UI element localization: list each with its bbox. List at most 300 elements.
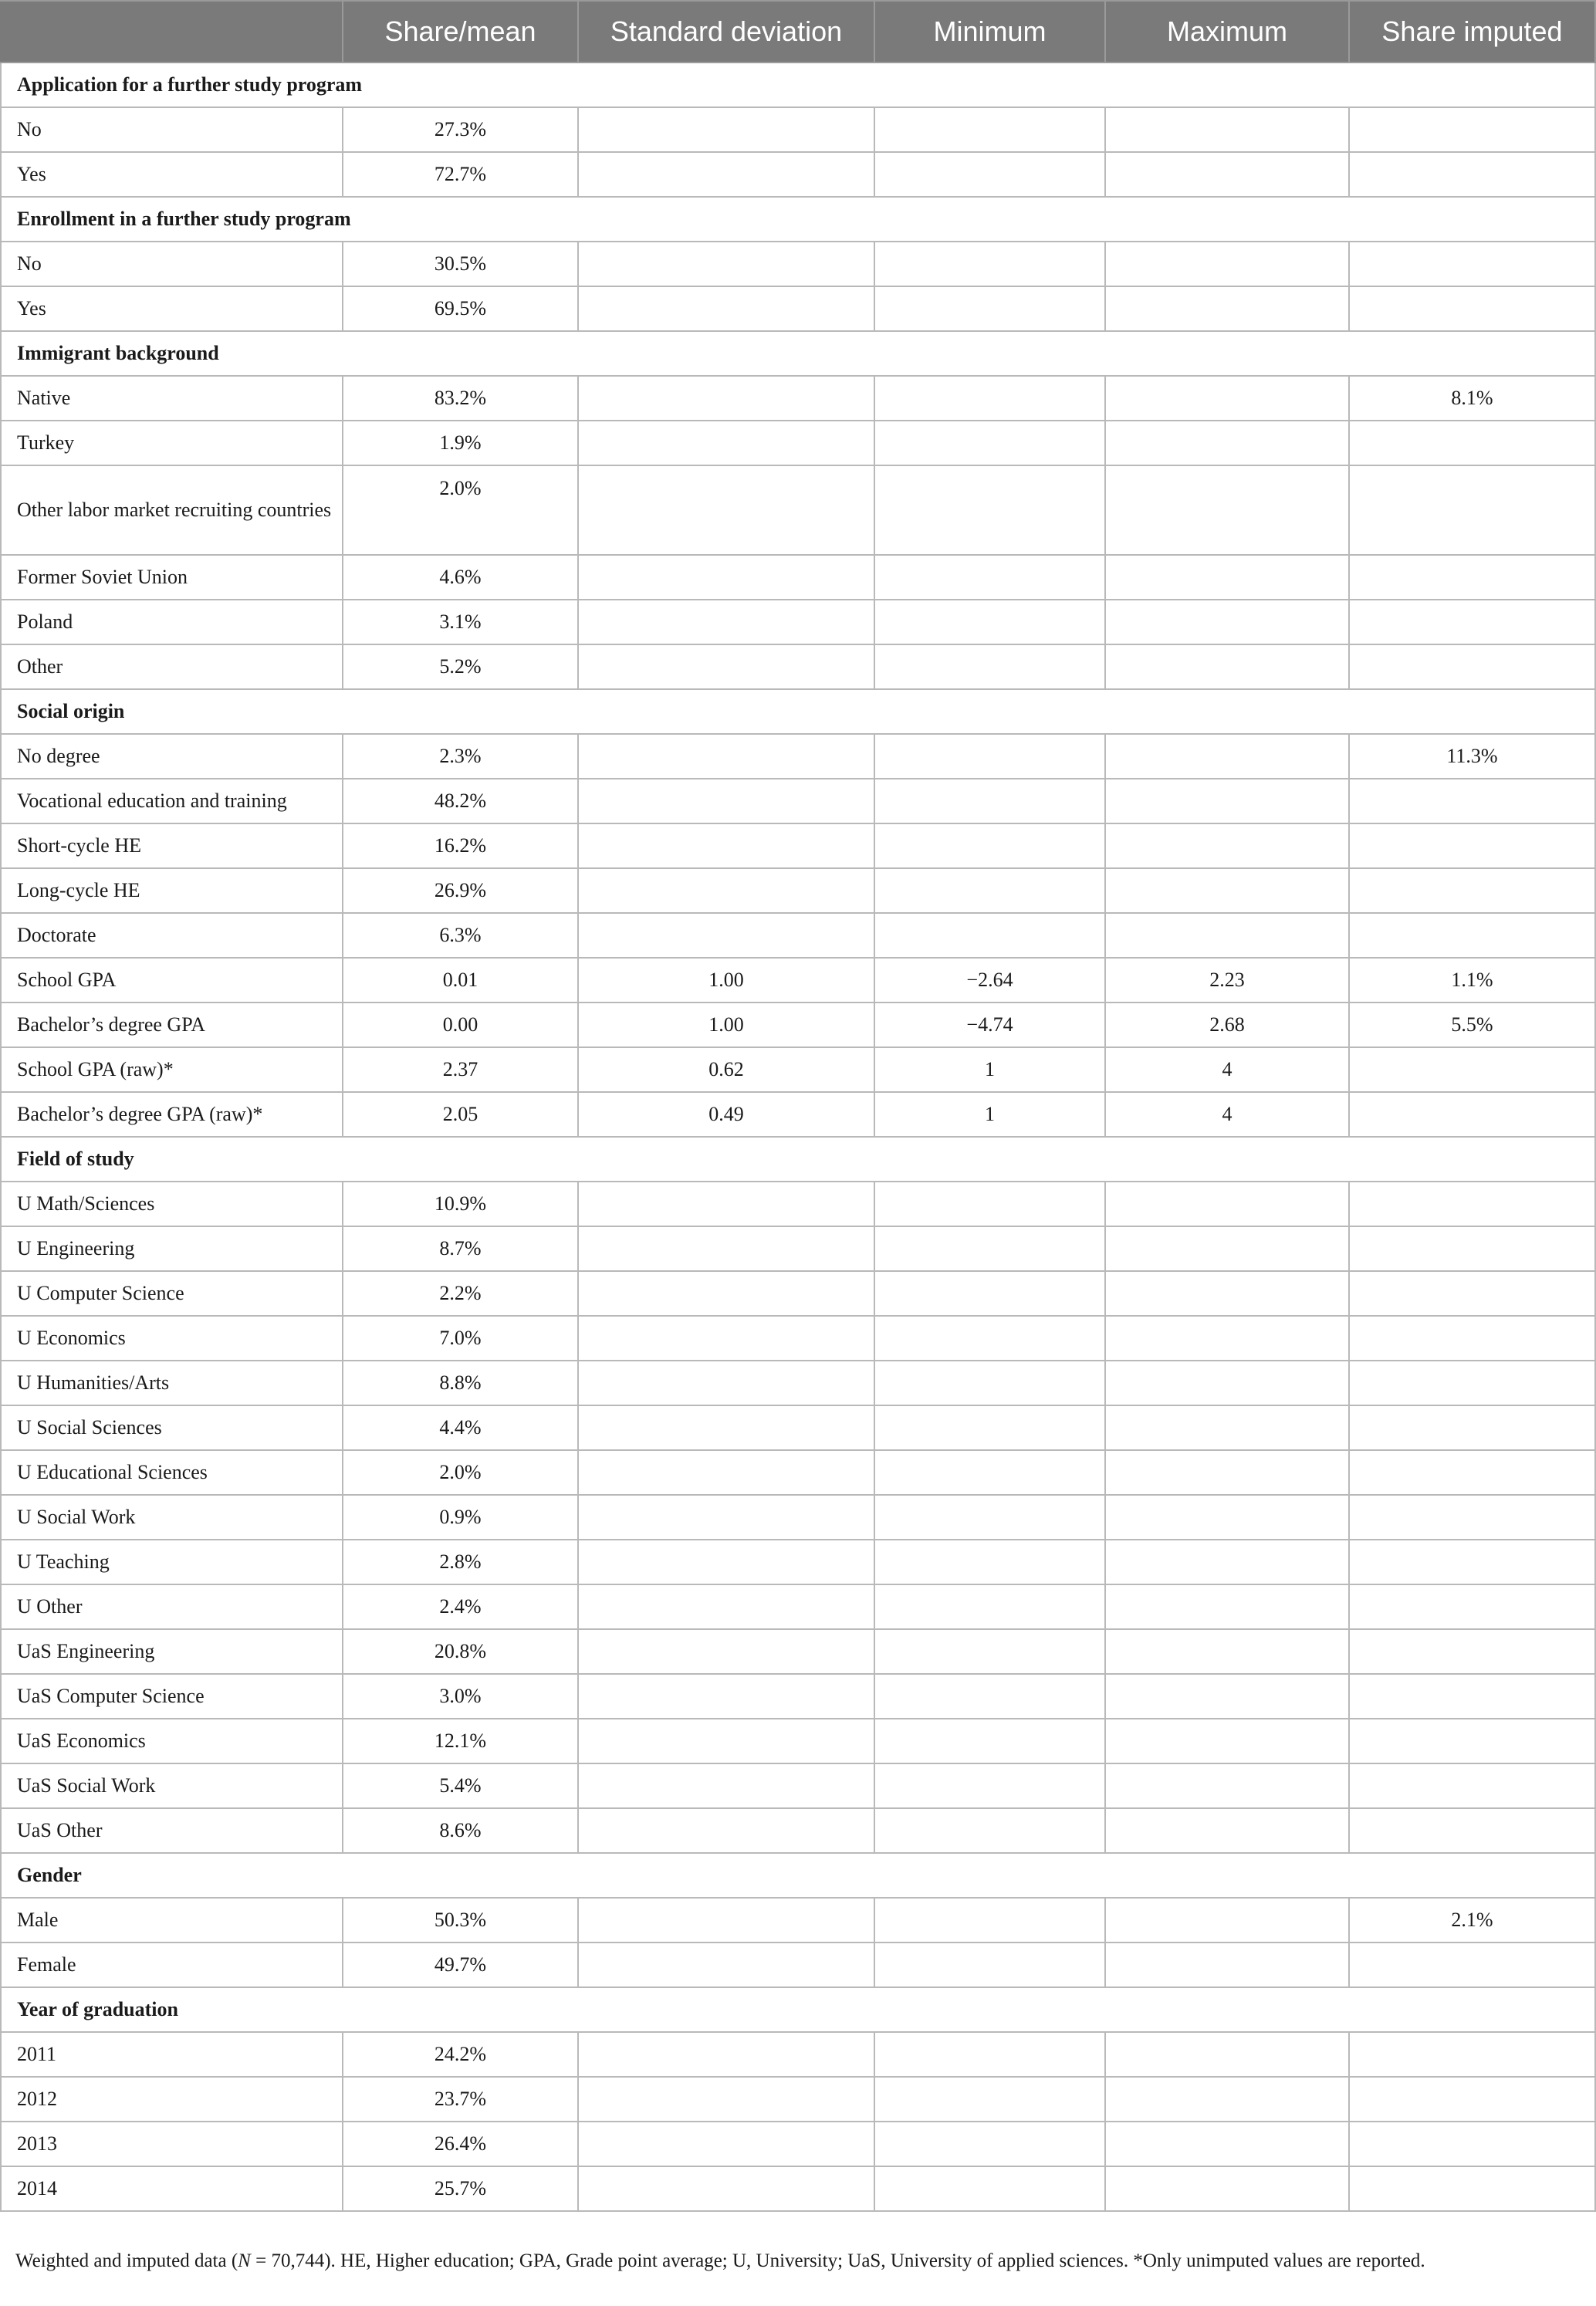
cell-share-imputed	[1349, 600, 1595, 644]
cell-standard-deviation	[578, 1226, 874, 1271]
cell-label: No	[1, 242, 343, 286]
cell-share-mean: 2.37	[343, 1047, 578, 1092]
cell-standard-deviation	[578, 1316, 874, 1361]
cell-label: Vocational education and training	[1, 779, 343, 823]
cell-share-mean: 5.4%	[343, 1763, 578, 1808]
cell-share-imputed	[1349, 823, 1595, 868]
header-standard-deviation: Standard deviation	[578, 1, 874, 63]
cell-share-imputed	[1349, 1540, 1595, 1584]
cell-share-mean: 0.9%	[343, 1495, 578, 1540]
cell-standard-deviation	[578, 913, 874, 958]
cell-share-mean: 49.7%	[343, 1943, 578, 1987]
cell-standard-deviation	[578, 1808, 874, 1853]
cell-minimum: −2.64	[874, 958, 1105, 1003]
cell-label: Native	[1, 376, 343, 421]
cell-maximum	[1105, 913, 1349, 958]
cell-share-mean: 23.7%	[343, 2077, 578, 2122]
cell-share-mean: 2.05	[343, 1092, 578, 1137]
cell-label: Male	[1, 1898, 343, 1943]
table-header	[1, 1, 1595, 63]
cell-standard-deviation	[578, 1361, 874, 1405]
cell-label: UaS Economics	[1, 1719, 343, 1763]
cell-standard-deviation	[578, 107, 874, 152]
cell-minimum: −4.74	[874, 1003, 1105, 1047]
cell-label: U Educational Sciences	[1, 1450, 343, 1495]
cell-standard-deviation	[578, 286, 874, 331]
cell-minimum	[874, 1808, 1105, 1853]
table-row	[1, 107, 1595, 152]
cell-minimum	[874, 376, 1105, 421]
table-row	[1, 1719, 1595, 1763]
cell-share-mean: 50.3%	[343, 1898, 578, 1943]
table-row	[1, 913, 1595, 958]
cell-minimum	[874, 734, 1105, 779]
cell-share-mean: 24.2%	[343, 2032, 578, 2077]
section-header-row	[1, 689, 1595, 734]
cell-label: 2013	[1, 2122, 343, 2166]
cell-label: Poland	[1, 600, 343, 644]
cell-share-imputed	[1349, 1182, 1595, 1226]
cell-minimum: 1	[874, 1047, 1105, 1092]
table-row	[1, 2122, 1595, 2166]
cell-minimum	[874, 779, 1105, 823]
cell-share-imputed: 1.1%	[1349, 958, 1595, 1003]
cell-standard-deviation	[578, 1584, 874, 1629]
cell-standard-deviation	[578, 600, 874, 644]
cell-standard-deviation	[578, 152, 874, 197]
cell-standard-deviation: 0.62	[578, 1047, 874, 1092]
cell-share-imputed	[1349, 1763, 1595, 1808]
table-row	[1, 2166, 1595, 2211]
section-label: Application for a further study program	[1, 63, 1595, 107]
cell-label: UaS Social Work	[1, 1763, 343, 1808]
cell-share-mean: 20.8%	[343, 1629, 578, 1674]
header-minimum: Minimum	[874, 1, 1105, 63]
cell-minimum	[874, 868, 1105, 913]
cell-label: UaS Other	[1, 1808, 343, 1853]
cell-share-mean: 2.4%	[343, 1584, 578, 1629]
cell-share-imputed	[1349, 421, 1595, 465]
section-header-row	[1, 63, 1595, 107]
cell-label: Bachelor’s degree GPA (raw)*	[1, 1092, 343, 1137]
cell-standard-deviation	[578, 2122, 874, 2166]
table-row	[1, 286, 1595, 331]
cell-label: 2014	[1, 2166, 343, 2211]
cell-maximum	[1105, 779, 1349, 823]
cell-share-imputed	[1349, 1271, 1595, 1316]
table-row	[1, 600, 1595, 644]
cell-minimum	[874, 1898, 1105, 1943]
cell-standard-deviation	[578, 779, 874, 823]
cell-share-mean: 48.2%	[343, 779, 578, 823]
cell-maximum	[1105, 2166, 1349, 2211]
cell-maximum: 2.68	[1105, 1003, 1349, 1047]
cell-maximum	[1105, 1540, 1349, 1584]
section-label: Year of graduation	[1, 1987, 1595, 2032]
table-row	[1, 1405, 1595, 1450]
cell-label: Long-cycle HE	[1, 868, 343, 913]
cell-standard-deviation	[578, 823, 874, 868]
footnote-text-end: = 70,744). HE, Higher education; GPA, Grade point average; U, University; UaS, University of applied sciences. *Only unimputed values are reported.	[250, 2250, 1425, 2271]
cell-maximum	[1105, 734, 1349, 779]
cell-label: No	[1, 107, 343, 152]
table-row	[1, 1674, 1595, 1719]
cell-label: U Math/Sciences	[1, 1182, 343, 1226]
cell-minimum	[874, 465, 1105, 555]
cell-standard-deviation	[578, 868, 874, 913]
cell-share-imputed	[1349, 465, 1595, 555]
table-row	[1, 152, 1595, 197]
table-row	[1, 644, 1595, 689]
cell-maximum	[1105, 2122, 1349, 2166]
section-label: Enrollment in a further study program	[1, 197, 1595, 242]
cell-maximum	[1105, 1808, 1349, 1853]
cell-maximum	[1105, 1226, 1349, 1271]
cell-share-mean: 2.3%	[343, 734, 578, 779]
cell-maximum	[1105, 107, 1349, 152]
cell-maximum	[1105, 1450, 1349, 1495]
cell-minimum	[874, 107, 1105, 152]
table-row	[1, 421, 1595, 465]
cell-share-mean: 72.7%	[343, 152, 578, 197]
cell-share-mean: 69.5%	[343, 286, 578, 331]
cell-label: U Social Sciences	[1, 1405, 343, 1450]
cell-share-mean: 8.8%	[343, 1361, 578, 1405]
cell-maximum	[1105, 1182, 1349, 1226]
cell-label: U Computer Science	[1, 1271, 343, 1316]
cell-minimum	[874, 1405, 1105, 1450]
table-row	[1, 823, 1595, 868]
section-label: Immigrant background	[1, 331, 1595, 376]
cell-share-imputed	[1349, 152, 1595, 197]
cell-minimum	[874, 1719, 1105, 1763]
cell-minimum	[874, 600, 1105, 644]
cell-minimum	[874, 1584, 1105, 1629]
cell-maximum	[1105, 600, 1349, 644]
header-row	[1, 1, 1595, 63]
section-label: Social origin	[1, 689, 1595, 734]
cell-label: 2011	[1, 2032, 343, 2077]
footnote-n-symbol: N	[238, 2250, 251, 2271]
cell-minimum	[874, 1629, 1105, 1674]
cell-maximum	[1105, 1495, 1349, 1540]
cell-share-imputed	[1349, 2166, 1595, 2211]
cell-share-imputed	[1349, 286, 1595, 331]
cell-share-imputed	[1349, 2077, 1595, 2122]
cell-standard-deviation: 1.00	[578, 958, 874, 1003]
cell-share-imputed	[1349, 1361, 1595, 1405]
cell-label: School GPA	[1, 958, 343, 1003]
table-row	[1, 1495, 1595, 1540]
cell-label: UaS Engineering	[1, 1629, 343, 1674]
cell-maximum	[1105, 823, 1349, 868]
cell-standard-deviation	[578, 2166, 874, 2211]
cell-share-imputed	[1349, 1584, 1595, 1629]
cell-maximum	[1105, 1943, 1349, 1987]
cell-label: U Economics	[1, 1316, 343, 1361]
cell-minimum	[874, 1763, 1105, 1808]
table-row	[1, 1808, 1595, 1853]
cell-maximum	[1105, 1629, 1349, 1674]
cell-standard-deviation	[578, 1629, 874, 1674]
cell-minimum	[874, 2122, 1105, 2166]
cell-maximum: 2.23	[1105, 958, 1349, 1003]
table-row	[1, 868, 1595, 913]
cell-share-mean: 7.0%	[343, 1316, 578, 1361]
cell-share-mean: 0.01	[343, 958, 578, 1003]
cell-label: Doctorate	[1, 913, 343, 958]
cell-maximum	[1105, 1271, 1349, 1316]
table-row	[1, 555, 1595, 600]
table-footnote	[15, 2250, 1582, 2272]
cell-minimum	[874, 1361, 1105, 1405]
table-row	[1, 1361, 1595, 1405]
table-row	[1, 2077, 1595, 2122]
section-label: Gender	[1, 1853, 1595, 1898]
cell-maximum	[1105, 242, 1349, 286]
cell-share-imputed	[1349, 1092, 1595, 1137]
section-header-row	[1, 331, 1595, 376]
cell-standard-deviation: 1.00	[578, 1003, 874, 1047]
cell-minimum	[874, 644, 1105, 689]
table-row	[1, 734, 1595, 779]
cell-share-imputed	[1349, 1943, 1595, 1987]
cell-share-imputed	[1349, 1674, 1595, 1719]
cell-share-mean: 16.2%	[343, 823, 578, 868]
cell-label: Short-cycle HE	[1, 823, 343, 868]
section-header-row	[1, 197, 1595, 242]
cell-label: School GPA (raw)*	[1, 1047, 343, 1092]
cell-share-mean: 8.7%	[343, 1226, 578, 1271]
cell-maximum	[1105, 152, 1349, 197]
table-row	[1, 1271, 1595, 1316]
cell-maximum: 4	[1105, 1047, 1349, 1092]
cell-label: U Engineering	[1, 1226, 343, 1271]
cell-share-mean: 26.9%	[343, 868, 578, 913]
cell-share-imputed	[1349, 1405, 1595, 1450]
cell-share-imputed	[1349, 1495, 1595, 1540]
cell-label: Bachelor’s degree GPA	[1, 1003, 343, 1047]
section-header-row	[1, 1987, 1595, 2032]
table-body	[1, 63, 1595, 2211]
cell-maximum	[1105, 1316, 1349, 1361]
cell-minimum: 1	[874, 1092, 1105, 1137]
section-label: Field of study	[1, 1137, 1595, 1182]
cell-minimum	[874, 2032, 1105, 2077]
cell-share-mean: 3.1%	[343, 600, 578, 644]
table-row	[1, 1003, 1595, 1047]
cell-maximum	[1105, 1674, 1349, 1719]
cell-share-mean: 30.5%	[343, 242, 578, 286]
cell-share-imputed: 8.1%	[1349, 376, 1595, 421]
cell-maximum	[1105, 286, 1349, 331]
cell-label: Other	[1, 644, 343, 689]
cell-share-mean: 12.1%	[343, 1719, 578, 1763]
cell-maximum	[1105, 465, 1349, 555]
cell-minimum	[874, 421, 1105, 465]
cell-share-mean: 8.6%	[343, 1808, 578, 1853]
cell-label: U Humanities/Arts	[1, 1361, 343, 1405]
cell-standard-deviation	[578, 2032, 874, 2077]
cell-maximum	[1105, 1584, 1349, 1629]
cell-label: U Social Work	[1, 1495, 343, 1540]
cell-minimum	[874, 1495, 1105, 1540]
cell-minimum	[874, 2077, 1105, 2122]
section-header-row	[1, 1853, 1595, 1898]
cell-share-imputed	[1349, 779, 1595, 823]
cell-standard-deviation	[578, 1540, 874, 1584]
cell-maximum	[1105, 1719, 1349, 1763]
cell-maximum	[1105, 1361, 1349, 1405]
cell-share-mean: 2.2%	[343, 1271, 578, 1316]
cell-maximum	[1105, 868, 1349, 913]
table-row	[1, 1540, 1595, 1584]
cell-standard-deviation	[578, 644, 874, 689]
cell-share-imputed	[1349, 107, 1595, 152]
cell-share-imputed: 2.1%	[1349, 1898, 1595, 1943]
cell-share-mean: 5.2%	[343, 644, 578, 689]
cell-minimum	[874, 1943, 1105, 1987]
cell-minimum	[874, 1450, 1105, 1495]
cell-label: U Teaching	[1, 1540, 343, 1584]
cell-maximum	[1105, 1763, 1349, 1808]
cell-standard-deviation	[578, 465, 874, 555]
cell-minimum	[874, 242, 1105, 286]
cell-standard-deviation	[578, 1943, 874, 1987]
cell-minimum	[874, 1271, 1105, 1316]
table-row	[1, 1898, 1595, 1943]
table-row	[1, 1226, 1595, 1271]
cell-maximum	[1105, 1405, 1349, 1450]
cell-share-imputed	[1349, 1450, 1595, 1495]
cell-minimum	[874, 286, 1105, 331]
cell-minimum	[874, 555, 1105, 600]
cell-share-imputed	[1349, 1629, 1595, 1674]
cell-standard-deviation	[578, 734, 874, 779]
cell-maximum: 4	[1105, 1092, 1349, 1137]
table-row	[1, 1316, 1595, 1361]
cell-share-imputed	[1349, 555, 1595, 600]
table-row	[1, 958, 1595, 1003]
footnote-text-start: Weighted and imputed data (	[15, 2250, 238, 2271]
cell-maximum	[1105, 1898, 1349, 1943]
cell-maximum	[1105, 2032, 1349, 2077]
cell-share-imputed	[1349, 1808, 1595, 1853]
cell-share-imputed	[1349, 913, 1595, 958]
cell-label: Female	[1, 1943, 343, 1987]
cell-minimum	[874, 1316, 1105, 1361]
cell-minimum	[874, 152, 1105, 197]
table-row	[1, 1629, 1595, 1674]
cell-label: Turkey	[1, 421, 343, 465]
table-row	[1, 1450, 1595, 1495]
header-maximum: Maximum	[1105, 1, 1349, 63]
cell-minimum	[874, 2166, 1105, 2211]
cell-standard-deviation	[578, 1674, 874, 1719]
cell-standard-deviation	[578, 1719, 874, 1763]
table-row	[1, 1943, 1595, 1987]
cell-standard-deviation	[578, 555, 874, 600]
cell-standard-deviation	[578, 421, 874, 465]
cell-share-imputed	[1349, 242, 1595, 286]
cell-minimum	[874, 1182, 1105, 1226]
table-row	[1, 1092, 1595, 1137]
cell-standard-deviation	[578, 1450, 874, 1495]
section-header-row	[1, 1137, 1595, 1182]
cell-minimum	[874, 1674, 1105, 1719]
cell-minimum	[874, 823, 1105, 868]
cell-share-imputed	[1349, 1226, 1595, 1271]
table-row	[1, 465, 1595, 555]
cell-share-mean: 3.0%	[343, 1674, 578, 1719]
cell-maximum	[1105, 376, 1349, 421]
cell-maximum	[1105, 555, 1349, 600]
cell-share-mean: 25.7%	[343, 2166, 578, 2211]
cell-standard-deviation: 0.49	[578, 1092, 874, 1137]
cell-minimum	[874, 1540, 1105, 1584]
cell-share-mean: 0.00	[343, 1003, 578, 1047]
cell-maximum	[1105, 644, 1349, 689]
cell-share-mean: 26.4%	[343, 2122, 578, 2166]
cell-share-mean: 6.3%	[343, 913, 578, 958]
cell-maximum	[1105, 421, 1349, 465]
cell-label: 2012	[1, 2077, 343, 2122]
cell-share-mean: 83.2%	[343, 376, 578, 421]
cell-share-imputed: 5.5%	[1349, 1003, 1595, 1047]
table-row	[1, 1047, 1595, 1092]
cell-share-mean: 2.8%	[343, 1540, 578, 1584]
cell-share-mean: 10.9%	[343, 1182, 578, 1226]
cell-share-imputed	[1349, 1316, 1595, 1361]
cell-share-imputed	[1349, 2032, 1595, 2077]
cell-minimum	[874, 1226, 1105, 1271]
cell-label: Other labor market recruiting countries	[1, 465, 343, 555]
cell-standard-deviation	[578, 2077, 874, 2122]
cell-minimum	[874, 913, 1105, 958]
cell-share-mean: 1.9%	[343, 421, 578, 465]
cell-share-mean: 4.4%	[343, 1405, 578, 1450]
header-share-mean: Share/mean	[343, 1, 578, 63]
cell-share-mean: 2.0%	[343, 1450, 578, 1495]
cell-maximum	[1105, 2077, 1349, 2122]
cell-standard-deviation	[578, 1495, 874, 1540]
table-row	[1, 1182, 1595, 1226]
cell-share-mean: 27.3%	[343, 107, 578, 152]
cell-share-imputed	[1349, 644, 1595, 689]
table-row	[1, 242, 1595, 286]
cell-standard-deviation	[578, 376, 874, 421]
cell-standard-deviation	[578, 242, 874, 286]
cell-standard-deviation	[578, 1182, 874, 1226]
table-row	[1, 779, 1595, 823]
table-row	[1, 1763, 1595, 1808]
cell-share-imputed	[1349, 1719, 1595, 1763]
header-variable	[1, 1, 343, 63]
header-share-imputed: Share imputed	[1349, 1, 1595, 63]
cell-standard-deviation	[578, 1763, 874, 1808]
cell-label: U Other	[1, 1584, 343, 1629]
cell-label: No degree	[1, 734, 343, 779]
cell-label: Yes	[1, 152, 343, 197]
cell-label: UaS Computer Science	[1, 1674, 343, 1719]
table-row	[1, 376, 1595, 421]
cell-share-imputed	[1349, 2122, 1595, 2166]
cell-share-imputed	[1349, 868, 1595, 913]
cell-share-imputed	[1349, 1047, 1595, 1092]
cell-label: Yes	[1, 286, 343, 331]
cell-share-imputed: 11.3%	[1349, 734, 1595, 779]
cell-standard-deviation	[578, 1898, 874, 1943]
